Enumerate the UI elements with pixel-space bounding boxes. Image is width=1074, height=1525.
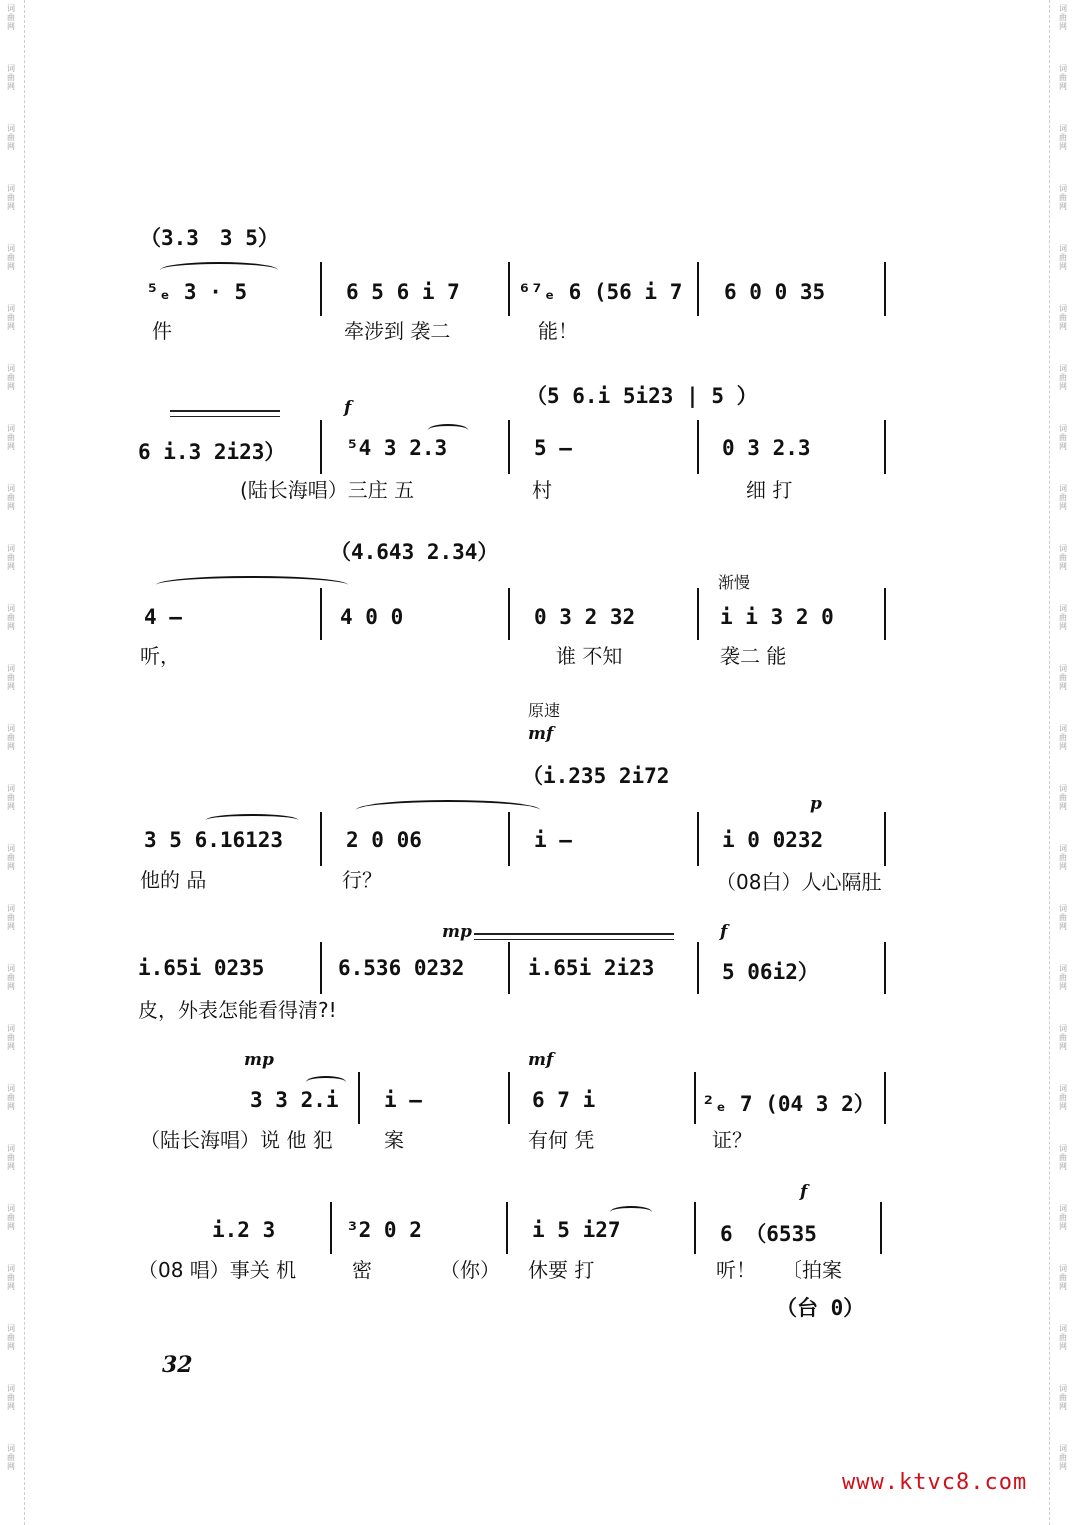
side-watermark-mark: 词曲网 (1059, 304, 1067, 331)
barline (884, 262, 886, 316)
side-watermark-mark: 词曲网 (1059, 124, 1067, 151)
side-watermark-mark: 词曲网 (1059, 244, 1067, 271)
side-watermark-mark: 词曲网 (1059, 1324, 1067, 1351)
barline (508, 420, 510, 474)
row7-measure1: i.2 3 (212, 1218, 276, 1242)
row1-lyric3: 能！ (538, 319, 578, 343)
row6-measure2: i – (384, 1088, 422, 1112)
side-watermark-mark: 词曲网 (1059, 724, 1067, 751)
row3-header: （4.643 2.34） (330, 540, 499, 564)
row6-lyric3: 有何 凭 (528, 1128, 595, 1152)
barline (697, 942, 699, 994)
side-watermark-mark: 词曲网 (7, 4, 15, 31)
row6-lyric4: 证？ (712, 1128, 752, 1152)
row1-measure3: ⁶⁷ₑ 6 (56 i 7 (518, 280, 683, 304)
row7-lyric4: 休要 打 (528, 1258, 595, 1282)
barline (508, 812, 510, 866)
side-watermark-mark: 词曲网 (7, 1384, 15, 1411)
tie (428, 424, 468, 436)
row1-measure2: 6 5 6 i 7 (346, 280, 460, 304)
page-number: 32 (162, 1352, 193, 1378)
barline (508, 262, 510, 316)
row2-header: （5 6.i 5i23 | 5 ） (526, 384, 758, 408)
tempo-marking: 原速 (528, 701, 561, 720)
row6-measure1: 3 3 2.i (250, 1088, 339, 1112)
decrescendo-hairpin (474, 933, 674, 935)
row4-measure4: i 0 0232 (722, 828, 824, 852)
row2-measure2: ⁵4 3 2.3 (346, 436, 448, 460)
side-watermark-mark: 词曲网 (1059, 844, 1067, 871)
row4-measure3: i – (534, 828, 572, 852)
row2-lyric2: 村 (532, 478, 552, 502)
side-watermark-mark: 词曲网 (7, 1024, 15, 1051)
row3-lyric2: 谁 不知 (556, 644, 623, 668)
row4-measure2: 2 0 06 (346, 828, 422, 852)
side-watermark-mark: 词曲网 (7, 544, 15, 571)
side-watermark-mark: 词曲网 (7, 604, 15, 631)
barline (506, 1202, 508, 1254)
slur (206, 814, 298, 826)
row1-header: （3.3 3 5） (140, 226, 279, 250)
barline (697, 588, 699, 640)
side-watermark-mark: 词曲网 (1059, 364, 1067, 391)
side-watermark-mark: 词曲网 (7, 784, 15, 811)
side-watermark-mark: 词曲网 (1059, 604, 1067, 631)
row4-lyric2: 行？ (342, 868, 382, 892)
side-watermark-mark: 词曲网 (7, 1324, 15, 1351)
dynamic-marking: mp (442, 922, 472, 942)
row1-measure1: ⁵ₑ 3 · 5 (146, 280, 248, 304)
side-watermark-mark: 词曲网 (7, 364, 15, 391)
row2-measure3: 5 – (534, 436, 572, 460)
barline (884, 1072, 886, 1124)
side-watermark-mark: 词曲网 (1059, 664, 1067, 691)
side-watermark-mark: 词曲网 (7, 964, 15, 991)
row7-measure3: i 5 i27 (532, 1218, 621, 1242)
barline (694, 1072, 696, 1124)
side-watermark-mark: 词曲网 (1059, 424, 1067, 451)
right-margin-watermark-strip (1049, 0, 1074, 1525)
row7-lyric6: 〔拍案 (782, 1258, 842, 1282)
barline (884, 588, 886, 640)
tie (306, 1076, 346, 1088)
side-watermark-mark: 词曲网 (1059, 1204, 1067, 1231)
side-watermark-mark: 词曲网 (7, 184, 15, 211)
side-watermark-mark: 词曲网 (7, 304, 15, 331)
barline (320, 812, 322, 866)
decrescendo-hairpin (474, 939, 674, 940)
barline (320, 262, 322, 316)
side-watermark-mark: 词曲网 (1059, 784, 1067, 811)
side-watermark-mark: 词曲网 (1059, 904, 1067, 931)
row3-measure2: 4 0 0 (340, 605, 404, 629)
row6-measure3: 6 7 i (532, 1088, 596, 1112)
row6-lyric2: 案 (384, 1128, 404, 1152)
tie (610, 1206, 652, 1218)
side-watermark-mark: 词曲网 (1059, 544, 1067, 571)
side-watermark-mark: 词曲网 (7, 244, 15, 271)
barline (884, 420, 886, 474)
row3-measure3: 0 3 2 32 (534, 605, 636, 629)
barline (320, 420, 322, 474)
row3-lyric3: 袭二 能 (720, 644, 787, 668)
side-watermark-mark: 词曲网 (7, 1444, 15, 1471)
row6-measure4: ²ₑ 7 (04 3 2） (702, 1092, 875, 1116)
barline (884, 942, 886, 994)
row7-footer: （台 0） (776, 1296, 865, 1320)
barline (697, 262, 699, 316)
dynamic-marking: f (720, 922, 728, 942)
side-watermark-mark: 词曲网 (1059, 1444, 1067, 1471)
row1-measure4: 6 0 0 35 (724, 280, 826, 304)
barline (697, 812, 699, 866)
side-watermark-mark: 词曲网 (7, 1204, 15, 1231)
side-watermark-mark: 词曲网 (1059, 64, 1067, 91)
dynamic-marking: f (344, 398, 352, 418)
barline (320, 588, 322, 640)
side-watermark-mark: 词曲网 (1059, 1024, 1067, 1051)
barline (330, 1202, 332, 1254)
barline (508, 942, 510, 994)
left-margin-watermark-strip (0, 0, 25, 1525)
side-watermark-mark: 词曲网 (7, 844, 15, 871)
row4-measure1: 3 5 6.16123 (144, 828, 284, 852)
row7-lyric2: 密 (352, 1258, 372, 1282)
barline (880, 1202, 882, 1254)
dynamic-marking: p (810, 794, 822, 814)
side-watermark-mark: 词曲网 (1059, 1264, 1067, 1291)
row7-lyric5: 听！ (716, 1258, 756, 1282)
row5-measure2: 6.536 0232 (338, 956, 465, 980)
row5-measure4: 5 06i2） (722, 960, 819, 984)
dynamic-marking: mp (244, 1050, 274, 1070)
row5-lyric1: 皮，外表怎能看得清?! (138, 998, 337, 1022)
site-watermark: www.ktvc8.com (842, 1470, 1028, 1495)
side-watermark-mark: 词曲网 (7, 1264, 15, 1291)
side-watermark-mark: 词曲网 (1059, 184, 1067, 211)
tie (160, 262, 278, 278)
row7-lyric3: （你） (440, 1258, 500, 1282)
row5-measure3: i.65i 2i23 (528, 956, 655, 980)
barline (358, 1072, 360, 1124)
side-watermark-mark: 词曲网 (7, 664, 15, 691)
row1-lyric2: 牵涉到 袭二 (344, 319, 451, 343)
side-watermark-mark: 词曲网 (1059, 1384, 1067, 1411)
side-watermark-mark: 词曲网 (7, 904, 15, 931)
side-watermark-mark: 词曲网 (1059, 1144, 1067, 1171)
row5-measure1: i.65i 0235 (138, 956, 265, 980)
crescendo-hairpin (170, 410, 280, 412)
dynamic-marking: mf (528, 724, 554, 744)
side-watermark-mark: 词曲网 (7, 424, 15, 451)
barline (320, 942, 322, 994)
row2-lyric3: 细 打 (746, 478, 793, 502)
side-watermark-mark: 词曲网 (1059, 964, 1067, 991)
side-watermark-mark: 词曲网 (7, 484, 15, 511)
side-watermark-mark: 词曲网 (1059, 484, 1067, 511)
row4-lyric3: （08白）人心隔肚 (716, 870, 882, 894)
barline (884, 812, 886, 866)
row2-measure4: 0 3 2.3 (722, 436, 811, 460)
row6-lyric1: （陆长海唱）说 他 犯 (140, 1128, 333, 1152)
row7-measure2: ³2 0 2 (346, 1218, 422, 1242)
dynamic-marking: f (800, 1182, 808, 1202)
row3-measure4: i i 3 2 0 (720, 605, 834, 629)
side-watermark-mark: 词曲网 (1059, 1084, 1067, 1111)
side-watermark-mark: 词曲网 (1059, 4, 1067, 31)
barline (694, 1202, 696, 1254)
row3-lyric1: 听， (140, 644, 180, 668)
row4-lyric1: 他的 品 (140, 868, 207, 892)
side-watermark-mark: 词曲网 (7, 1084, 15, 1111)
side-watermark-mark: 词曲网 (7, 724, 15, 751)
tempo-marking: 渐慢 (718, 573, 751, 592)
row4-header: （i.235 2i72 (522, 764, 670, 788)
row7-measure4: 6 （6535 (720, 1222, 817, 1246)
row3-measure1: 4 – (144, 605, 182, 629)
row1-lyric1: 件 (152, 319, 172, 343)
row2-measure1: 6 i.3 2i23） (138, 440, 286, 464)
barline (508, 588, 510, 640)
slur (356, 800, 540, 820)
side-watermark-mark: 词曲网 (7, 124, 15, 151)
dynamic-marking: mf (528, 1050, 554, 1070)
row7-lyric1: （08 唱）事关 机 (138, 1258, 297, 1282)
barline (508, 1072, 510, 1124)
row2-lyric1: (陆长海唱）三庄 五 (240, 478, 415, 502)
side-watermark-mark: 词曲网 (7, 1144, 15, 1171)
barline (697, 420, 699, 474)
crescendo-hairpin (170, 416, 280, 417)
side-watermark-mark: 词曲网 (7, 64, 15, 91)
